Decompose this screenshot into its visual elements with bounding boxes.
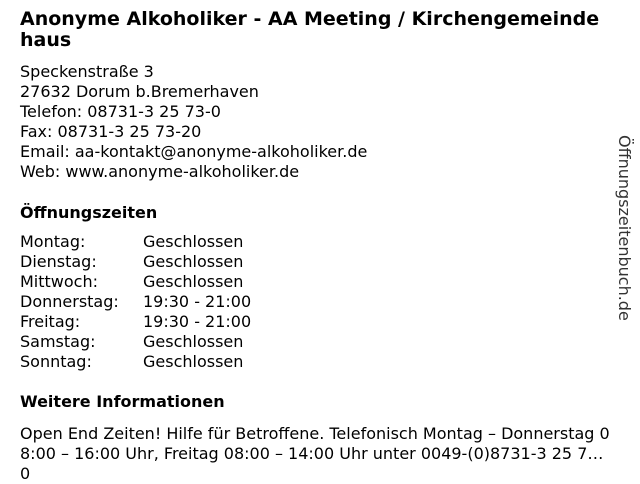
hours-row-sunday	[20, 352, 612, 372]
hours-row-wednesday	[20, 272, 612, 292]
hours-time: Geschlossen	[143, 332, 244, 351]
page-title: Anonyme Alkoholiker - AA Meeting / Kirchengemeindehaus	[20, 8, 600, 51]
hours-row-monday	[20, 232, 612, 252]
web-line: Web: www.anonyme-alkoholiker.de	[20, 162, 300, 181]
listing	[20, 8, 612, 483]
hours-day: Dienstag:	[20, 252, 97, 271]
hours-day: Donnerstag:	[20, 292, 119, 311]
hours-row-tuesday	[20, 252, 612, 272]
hours-day: Sonntag:	[20, 352, 92, 371]
fax-line: Fax: 08731-3 25 73-20	[20, 122, 202, 141]
hours-time: Geschlossen	[143, 272, 244, 291]
info-heading: Weitere Informationen	[20, 392, 225, 411]
phone-line: Telefon: 08731-3 25 73-0	[20, 102, 221, 121]
hours-day: Freitag:	[20, 312, 81, 331]
address-street: Speckenstraße 3	[20, 62, 154, 81]
hours-time: Geschlossen	[143, 232, 244, 251]
hours-day: Montag:	[20, 232, 86, 251]
hours-time: Geschlossen	[143, 352, 244, 371]
hours-time: 19:30 - 21:00	[143, 312, 252, 331]
hours-table	[20, 232, 612, 372]
hours-time: Geschlossen	[143, 252, 244, 271]
info-text: Open End Zeiten! Hilfe für Betroffene. Telefonisch Montag – Donnerstag 08:00 – 16:00 Uhr, Freitag 08:00 – 14:00 Uhr unter 0049-(0)8731-3 25 73-0	[20, 424, 610, 483]
address-city: 27632 Dorum b.Bremerhaven	[20, 82, 259, 101]
hours-row-friday	[20, 312, 612, 332]
hours-heading: Öffnungszeiten	[20, 203, 158, 222]
hours-time: 19:30 - 21:00	[143, 292, 252, 311]
hours-row-thursday	[20, 292, 612, 312]
hours-day: Samstag:	[20, 332, 96, 351]
hours-day: Mittwoch:	[20, 272, 98, 291]
address-block	[20, 62, 612, 182]
email-line: Email: aa-kontakt@anonyme-alkoholiker.de	[20, 142, 368, 161]
hours-row-saturday	[20, 332, 612, 352]
site-name-vertical: Öffnungszeitenbuch.de	[615, 135, 634, 321]
